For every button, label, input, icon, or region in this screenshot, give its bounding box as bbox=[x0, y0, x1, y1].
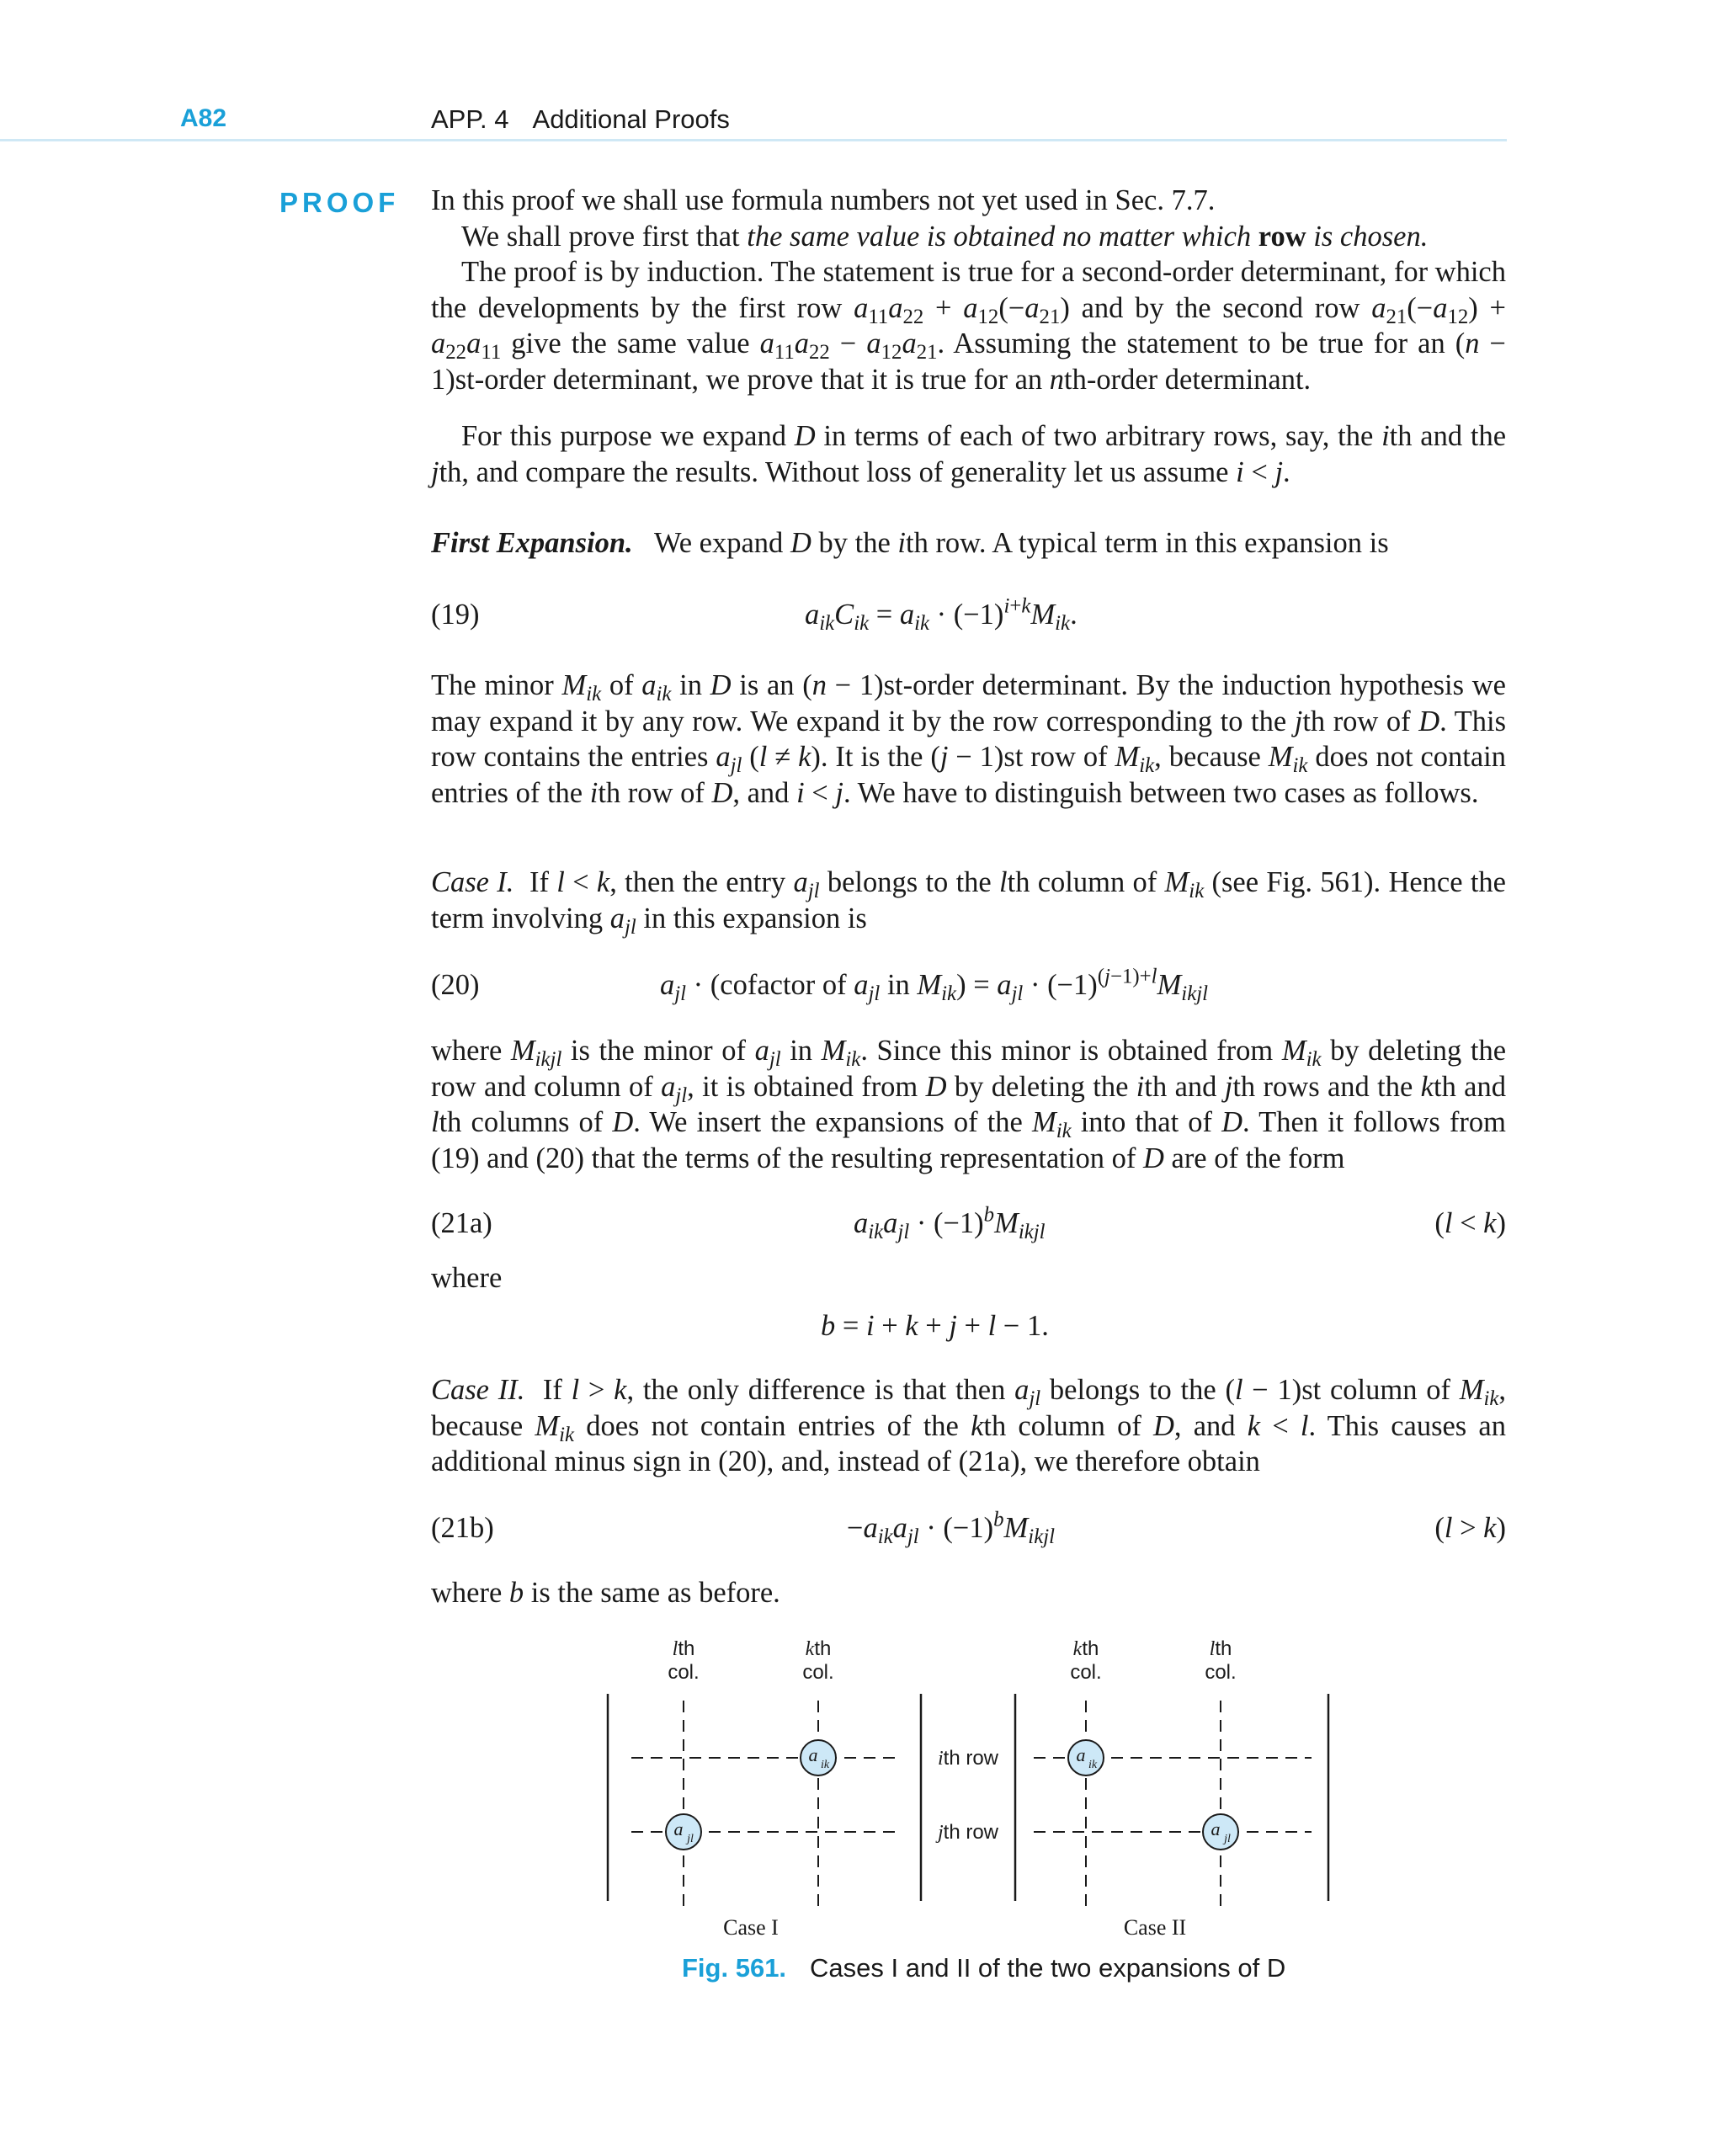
left-col1-sub: col. bbox=[668, 1661, 700, 1684]
paragraph: Case I. If l < k, then the entry $a_{jl}$ belongs to the lth column of $M_{ik}$ (see Fig. 561). Hence the term involving $a_{jl}$ in this expansion is bbox=[431, 866, 1506, 939]
equation-20: (20) $a_{jl}$ · (cofactor of $a_{jl}$ in $M_{ik}) = a_{jl} \cdot (-1)^{(j-1)+l}M_{ikjl}$ bbox=[431, 965, 1209, 1005]
paragraph: where $M_{ikjl}$ is the minor of $a_{jl}$ in $M_{ik}$. Since this minor is obtained from $M_{ik}$ by deleting the row and column of $a_{jl}$, it is obtained from D by deleting the ith and jth rows and the kth and lth columns of D. We insert the expansions of the $M_{ik}$ into that of D. Then it follows from (19) and (20) that the terms of the resulting representation of D are of the form bbox=[431, 1035, 1507, 1174]
jth-row-label: jth row bbox=[937, 1821, 999, 1844]
svg-text:a: a bbox=[1211, 1818, 1221, 1839]
svg-text:ik: ik bbox=[820, 1759, 830, 1771]
header-section: APP. 4 bbox=[431, 104, 509, 134]
left-entry-ajl bbox=[666, 1814, 701, 1850]
case-1-label: Case I bbox=[723, 1915, 779, 1940]
right-entry-aik bbox=[1068, 1740, 1104, 1775]
proof-label: PROOF bbox=[279, 187, 400, 218]
paragraph: In this proof we shall use formula numbers not yet used in Sec. 7.7. bbox=[431, 184, 1216, 216]
paragraph: Case II. If l > k, the only difference is that then $a_{jl}$ belongs to the (l − 1)st column of $M_{ik}$, because $M_{ik}$ does not contain entries of the kth column of D, and k < l. This causes an additional minus sign in (20), and, instead of (21a), we therefore obtain bbox=[431, 1374, 1506, 1477]
paragraph: We shall prove first that the same value is obtained no matter which row is chosen. bbox=[461, 220, 1429, 253]
right-col2-sub: col. bbox=[1205, 1661, 1237, 1684]
caption-label: Fig. 561. bbox=[682, 1953, 787, 1983]
right-entry-ajl bbox=[1203, 1814, 1238, 1850]
equation-21b: (21b) $-a_{ik}a_{jl} \cdot (-1)^bM_{ikjl}$ (l > k) bbox=[431, 1508, 1506, 1548]
paragraph: For this purpose we expand D in terms of each of two arbitrary rows, say, the ith and the jth, and compare the results. Without loss of generality let us assume i < j. bbox=[431, 420, 1507, 488]
header-rule bbox=[0, 139, 1507, 141]
paragraph: where b is the same as before. bbox=[431, 1577, 780, 1609]
caption-text: Cases I and II of the two expansions of D bbox=[810, 1953, 1286, 1983]
svg-text:a: a bbox=[673, 1818, 684, 1839]
left-col2-sub: col. bbox=[802, 1661, 834, 1684]
right-col1-label: kth bbox=[1072, 1637, 1099, 1660]
right-col2-label: lth bbox=[1209, 1637, 1232, 1660]
left-entry-aik bbox=[801, 1740, 836, 1775]
equation-b: b = i + k + j + l − 1. bbox=[821, 1310, 1049, 1342]
paragraph: First Expansion. We expand D by the ith row. A typical term in this expansion is bbox=[431, 527, 1389, 559]
figure-561 bbox=[589, 1633, 1347, 1953]
proof-intro bbox=[431, 183, 1506, 397]
case-2-label: Case II bbox=[1123, 1915, 1187, 1940]
paragraph: The minor $M_{ik}$ of $a_{ik}$ in D is an (n − 1)st-order determinant. By the induction hypothesis we may expand it by any row. We expand it by the row corresponding to the jth row of D. This row contains the entries $a_{jl}$ (l ≠ k). It is the (j − 1)st row of $M_{ik}$, because $M_{ik}$ does not contain entries of the ith row of D, and i < j. We have to distinguish between two cases as follows. bbox=[431, 669, 1506, 809]
left-col2-label: kth bbox=[805, 1637, 832, 1660]
paragraph: The proof is by induction. The statement is true for a second-order determinant, for which the developments by the first row $a_{11}a_{22} + a_{12}(-a_{21})$ and by the second row $a_{21}(-a_{12}) + a_{22}a_{11}$ give the same value $a_{11}a_{22} - a_{12}a_{21}$. Assuming the statement to be true for an (n − 1)st-order determinant, we prove that it is true for an nth-order determinant. bbox=[431, 256, 1506, 396]
running-header bbox=[431, 104, 730, 135]
svg-text:a: a bbox=[808, 1744, 818, 1765]
equation-21a: (21a) $a_{ik}a_{jl} \cdot (-1)^bM_{ikjl}$ (l < k) bbox=[431, 1203, 1506, 1243]
svg-text:ik: ik bbox=[1088, 1759, 1098, 1771]
svg-text:jl: jl bbox=[687, 1833, 694, 1845]
header-title: Additional Proofs bbox=[532, 104, 730, 134]
right-col1-sub: col. bbox=[1070, 1661, 1102, 1684]
svg-text:jl: jl bbox=[1224, 1833, 1231, 1845]
figure-caption bbox=[682, 1953, 1285, 1983]
left-col1-label: lth bbox=[672, 1637, 695, 1660]
ith-row-label: ith row bbox=[937, 1747, 999, 1770]
paragraph: where bbox=[431, 1262, 503, 1294]
equation-19: (19) $a_{ik}C_{ik} = a_{ik} \cdot (-1)^{i+k}M_{ik}$. bbox=[431, 594, 1078, 635]
svg-text:a: a bbox=[1076, 1744, 1086, 1765]
page-number: A82 bbox=[180, 104, 227, 132]
